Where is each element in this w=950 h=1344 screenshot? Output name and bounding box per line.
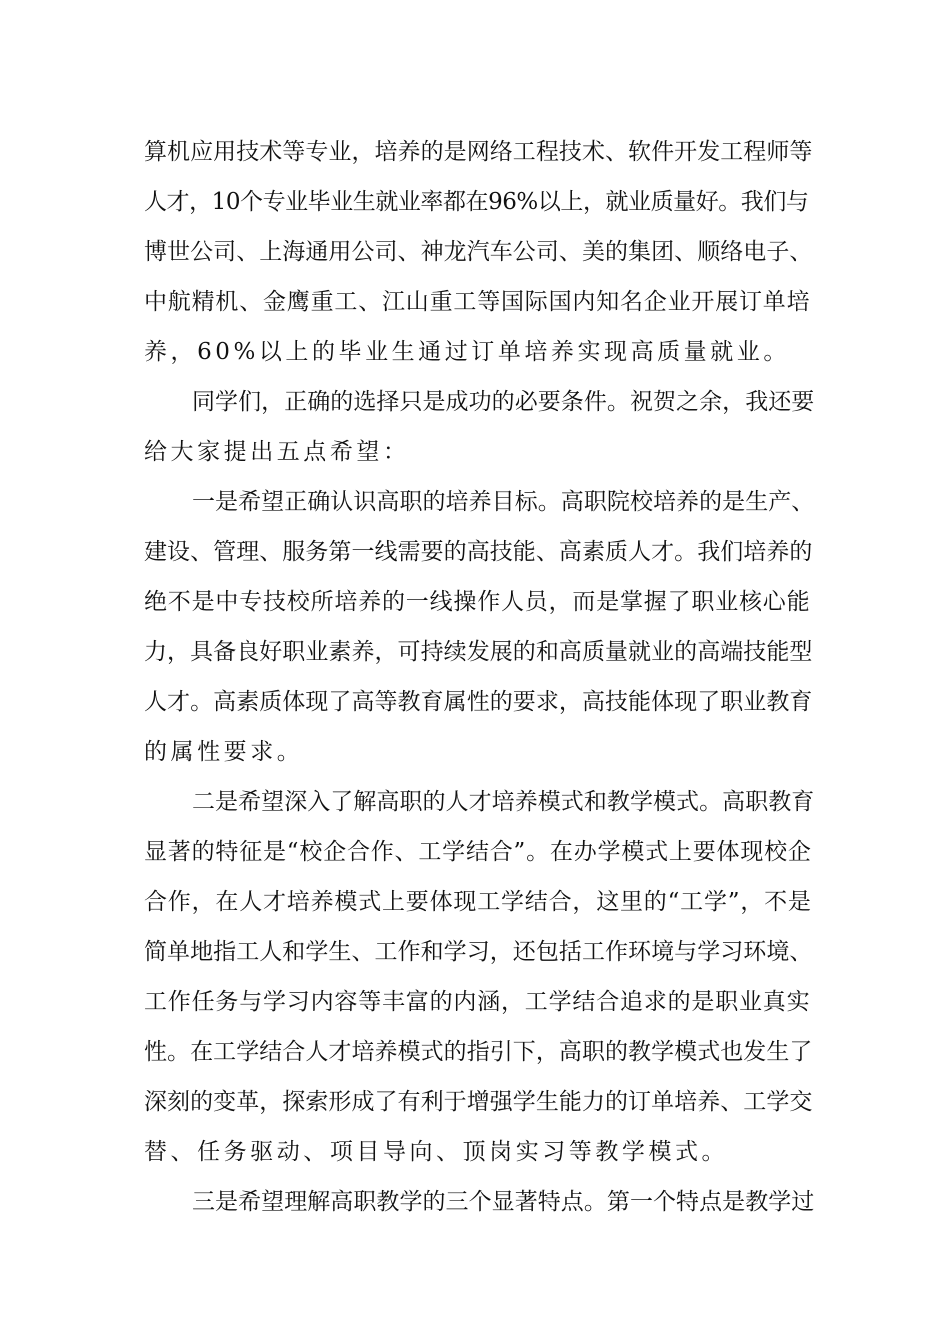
text-line: 给大家提出五点希望：: [144, 439, 410, 465]
text-line: 深刻的变革，探索形成了有利于增强学生能力的订单培养、工学交: [144, 1089, 813, 1115]
paragraph-first-line: 二是希望深入了解高职的人才培养模式和教学模式。高职教育: [192, 789, 815, 815]
text-line: 性。在工学结合人才培养模式的指引下，高职的教学模式也发生了: [144, 1039, 813, 1065]
text-line: 养，60%以上的毕业生通过订单培养实现高质量就业。: [144, 339, 790, 365]
text-line: 算机应用技术等专业，培养的是网络工程技术、软件开发工程师等: [144, 139, 813, 165]
text-line: 显著的特征是“校企合作、工学结合”。在办学模式上要体现校企: [144, 839, 812, 865]
paragraph-first-line: 同学们，正确的选择只是成功的必要条件。祝贺之余，我还要: [192, 389, 815, 415]
text-line: 人才。高素质体现了高等教育属性的要求，高技能体现了职业教育: [144, 689, 813, 715]
text-line: 绝不是中专技校所培养的一线操作人员，而是掌握了职业核心能: [144, 589, 811, 615]
text-line: 合作，在人才培养模式上要体现工学结合，这里的“工学”，不是: [144, 889, 812, 915]
text-line: 工作任务与学习内容等丰富的内涵，工学结合追求的是职业真实: [144, 989, 811, 1015]
text-line: 人才，10个专业毕业生就业率都在96%以上，就业质量好。我们与: [144, 189, 809, 215]
text-line: 建设、管理、服务第一线需要的高技能、高素质人才。我们培养的: [144, 539, 813, 565]
text-line: 力，具备良好职业素养，可持续发展的和高质量就业的高端技能型: [144, 639, 813, 665]
text-line: 简单地指工人和学生、工作和学习，还包括工作环境与学习环境、: [144, 939, 813, 965]
text-line: 中航精机、金鹰重工、江山重工等国际国内知名企业开展订单培: [144, 289, 811, 315]
paragraph-first-line: 一是希望正确认识高职的培养目标。高职院校培养的是生产、: [192, 489, 815, 515]
text-line: 替、任务驱动、项目导向、顶岗实习等教学模式。: [144, 1139, 729, 1165]
paragraph-first-line: 三是希望理解高职教学的三个显著特点。第一个特点是教学过: [192, 1189, 815, 1215]
text-line: 博世公司、上海通用公司、神龙汽车公司、美的集团、顺络电子、: [144, 239, 813, 265]
text-line: 的属性要求。: [144, 739, 304, 765]
